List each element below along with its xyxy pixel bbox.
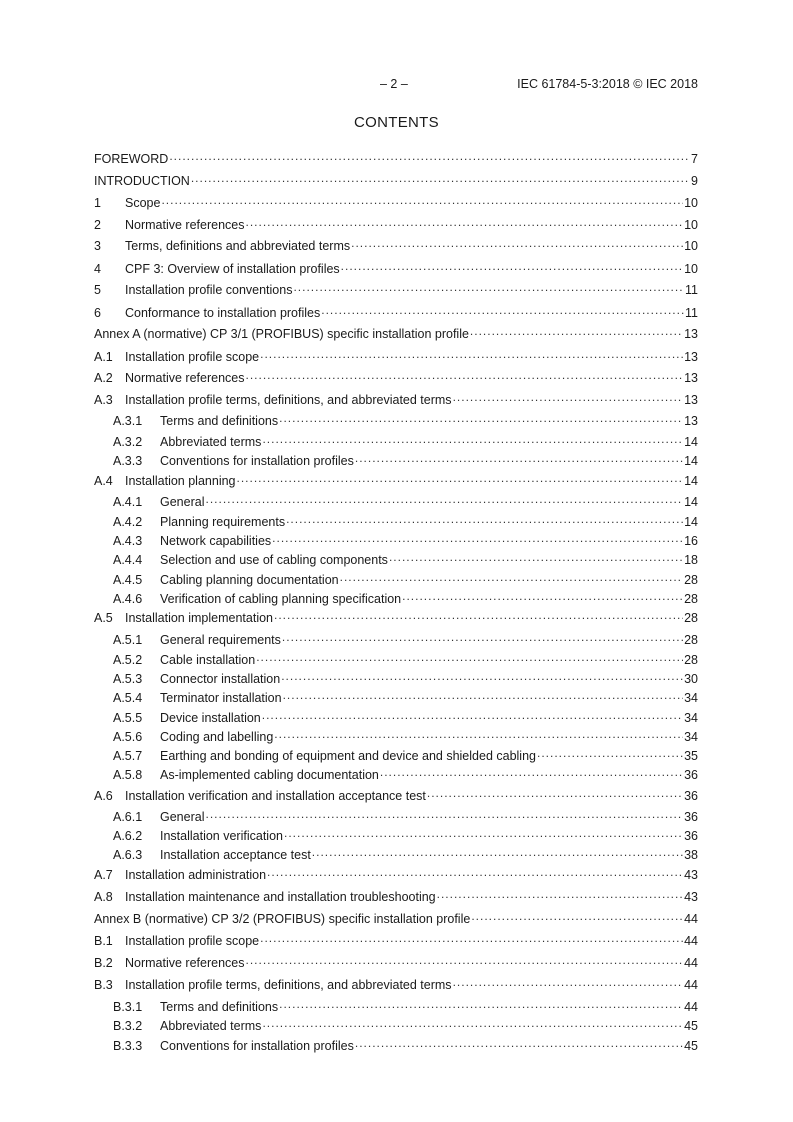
toc-dot-leader <box>161 189 683 207</box>
toc-entry-number: 2 <box>94 218 101 232</box>
toc-dot-leader <box>355 1032 683 1050</box>
toc-entry-label: Annex B (normative) CP 3/2 (PROFIBUS) specific installation profile <box>94 912 471 926</box>
toc-entry-page: 28 <box>684 611 698 625</box>
toc-entry-label: Installation maintenance and installation troubleshooting <box>125 890 436 904</box>
toc-entry-page: 13 <box>684 371 698 385</box>
toc-dot-leader <box>437 883 683 901</box>
toc-entry-number: A.4.6 <box>113 592 143 606</box>
toc-entry-number: A.6 <box>94 789 113 803</box>
toc-entry-label: Terms and definitions <box>160 1000 279 1014</box>
toc-dot-leader <box>262 1012 683 1030</box>
toc-entry-page: 10 <box>684 262 698 276</box>
toc-entry-number: 3 <box>94 239 101 253</box>
toc-entry-number: B.2 <box>94 956 113 970</box>
toc-dot-leader <box>355 447 683 465</box>
toc-dot-leader <box>453 386 684 404</box>
toc-entry[interactable] <box>94 761 698 782</box>
toc-entry[interactable] <box>94 665 698 686</box>
toc-entry[interactable] <box>94 684 698 705</box>
toc-entry[interactable] <box>94 704 698 725</box>
toc-entry[interactable] <box>94 646 698 667</box>
toc-entry[interactable] <box>94 167 698 188</box>
toc-entry-label: General <box>160 495 205 509</box>
toc-entry[interactable] <box>94 993 698 1014</box>
toc-entry-page: 34 <box>684 711 698 725</box>
toc-entry-number: A.5.6 <box>113 730 143 744</box>
toc-entry-number: A.8 <box>94 890 113 904</box>
toc-dot-leader <box>274 604 683 622</box>
toc-entry[interactable] <box>94 255 698 276</box>
toc-entry[interactable] <box>94 723 698 744</box>
toc-entry-page: 28 <box>684 653 698 667</box>
toc-entry[interactable] <box>94 145 698 166</box>
toc-entry-label: Installation administration <box>125 868 267 882</box>
toc-entry-page: 36 <box>684 810 698 824</box>
toc-entry-page: 36 <box>684 789 698 803</box>
toc-dot-leader <box>237 467 684 485</box>
toc-dot-leader <box>283 684 684 702</box>
toc-entry-page: 44 <box>684 956 698 970</box>
toc-entry[interactable] <box>94 841 698 862</box>
toc-entry-label: Installation acceptance test <box>160 848 311 862</box>
toc-entry-page: 11 <box>685 306 698 320</box>
toc-entry-label: General requirements <box>160 633 281 647</box>
toc-entry-number: A.6.2 <box>113 829 143 843</box>
toc-entry-label: Conventions for installation profiles <box>160 454 354 468</box>
page-number: – 2 – <box>380 77 408 91</box>
toc-entry-number: A.4.4 <box>113 553 143 567</box>
toc-entry-page: 34 <box>684 691 698 705</box>
document-id: IEC 61784-5-3:2018 © IEC 2018 <box>517 77 698 91</box>
toc-entry-label: Device installation <box>160 711 261 725</box>
toc-entry-label: Cabling planning documentation <box>160 573 339 587</box>
toc-entry-number: A.5.3 <box>113 672 143 686</box>
toc-entry-number: A.3 <box>94 393 113 407</box>
toc-entry-page: 10 <box>684 218 698 232</box>
toc-entry[interactable] <box>94 546 698 567</box>
toc-entry-number: B.3.3 <box>113 1039 143 1053</box>
toc-entry-page: 14 <box>684 454 698 468</box>
toc-entry-page: 10 <box>684 239 698 253</box>
toc-entry-label: Abbreviated terms <box>160 1019 262 1033</box>
toc-entry[interactable] <box>94 276 698 297</box>
toc-entry-page: 7 <box>691 152 698 166</box>
toc-dot-leader <box>262 704 683 722</box>
toc-entry-page: 16 <box>684 534 698 548</box>
toc-dot-leader <box>286 508 683 526</box>
toc-entry[interactable] <box>94 189 698 210</box>
toc-entry-label: Installation verification <box>160 829 283 843</box>
toc-entry-label: Terms, definitions and abbreviated terms <box>125 239 351 253</box>
toc-entry-label: FOREWORD <box>94 152 169 166</box>
toc-entry-label: Terminator installation <box>160 691 282 705</box>
toc-entry[interactable] <box>94 566 698 587</box>
toc-entry-number: A.2 <box>94 371 113 385</box>
toc-entry[interactable] <box>94 447 698 468</box>
toc-dot-leader <box>402 585 683 603</box>
toc-dot-leader <box>274 723 683 741</box>
toc-entry-page: 28 <box>684 633 698 647</box>
toc-entry[interactable] <box>94 883 698 904</box>
toc-entry[interactable] <box>94 949 698 970</box>
toc-entry-page: 14 <box>684 515 698 529</box>
toc-entry-label: Earthing and bonding of equipment and device and shielded cabling <box>160 749 536 763</box>
toc-entry-label: Installation profile scope <box>125 350 260 364</box>
toc-entry-page: 43 <box>684 890 698 904</box>
toc-entry-number: A.5.8 <box>113 768 143 782</box>
toc-entry[interactable] <box>94 742 698 763</box>
toc-entry[interactable] <box>94 604 698 625</box>
toc-entry-label: As-implemented cabling documentation <box>160 768 379 782</box>
toc-entry-label: Installation profile conventions <box>125 283 293 297</box>
toc-entry[interactable] <box>94 232 698 253</box>
toc-dot-leader <box>427 782 683 800</box>
toc-entry-label: Installation verification and installation acceptance test <box>125 789 426 803</box>
toc-dot-leader <box>293 276 684 294</box>
toc-entry-page: 28 <box>684 592 698 606</box>
toc-entry-number: A.6.3 <box>113 848 143 862</box>
toc-entry-page: 13 <box>684 414 698 428</box>
toc-entry[interactable] <box>94 407 698 428</box>
toc-entry-label: Selection and use of cabling components <box>160 553 388 567</box>
toc-entry-label: Abbreviated terms <box>160 435 262 449</box>
toc-entry-number: A.5.1 <box>113 633 143 647</box>
toc-entry[interactable] <box>94 626 698 647</box>
toc-dot-leader <box>279 993 683 1011</box>
toc-entry-number: A.5.7 <box>113 749 143 763</box>
toc-entry-number: 1 <box>94 196 101 210</box>
toc-entry[interactable] <box>94 971 698 992</box>
toc-entry-number: A.1 <box>94 350 113 364</box>
toc-entry[interactable] <box>94 343 698 364</box>
toc-entry-page: 38 <box>684 848 698 862</box>
toc-entry-number: A.3.2 <box>113 435 143 449</box>
toc-dot-leader <box>284 822 683 840</box>
toc-entry[interactable] <box>94 320 698 341</box>
toc-entry[interactable] <box>94 927 698 948</box>
toc-entry-page: 35 <box>684 749 698 763</box>
toc-dot-leader <box>282 626 683 644</box>
toc-dot-leader <box>246 364 684 382</box>
toc-entry-label: General <box>160 810 205 824</box>
toc-dot-leader <box>246 211 684 229</box>
toc-entry-number: A.6.1 <box>113 810 143 824</box>
toc-dot-leader <box>537 742 683 760</box>
toc-entry-page: 28 <box>684 573 698 587</box>
toc-entry-page: 34 <box>684 730 698 744</box>
toc-entry[interactable] <box>94 1012 698 1033</box>
toc-entry-page: 9 <box>691 174 698 188</box>
toc-entry-number: 6 <box>94 306 101 320</box>
toc-dot-leader <box>321 299 684 317</box>
toc-entry-label: CPF 3: Overview of installation profiles <box>125 262 340 276</box>
toc-entry-page: 44 <box>684 1000 698 1014</box>
toc-dot-leader <box>260 927 683 945</box>
toc-entry-label: Conformance to installation profiles <box>125 306 321 320</box>
toc-entry-label: Conventions for installation profiles <box>160 1039 354 1053</box>
toc-entry-page: 45 <box>684 1019 698 1033</box>
toc-entry-label: Connector installation <box>160 672 281 686</box>
page-title: CONTENTS <box>354 114 439 131</box>
toc-entry-page: 36 <box>684 768 698 782</box>
toc-dot-leader <box>340 566 683 584</box>
toc-entry-label: Annex A (normative) CP 3/1 (PROFIBUS) specific installation profile <box>94 327 469 341</box>
toc-dot-leader <box>351 232 683 250</box>
toc-entry-number: A.7 <box>94 868 113 882</box>
toc-dot-leader <box>272 527 683 545</box>
toc-dot-leader <box>260 343 683 361</box>
toc-dot-leader <box>246 949 684 967</box>
toc-entry[interactable] <box>94 782 698 803</box>
toc-entry-label: Normative references <box>125 371 245 385</box>
toc-entry-page: 10 <box>684 196 698 210</box>
toc-entry-number: 5 <box>94 283 101 297</box>
toc-entry[interactable] <box>94 211 698 232</box>
toc-dot-leader <box>267 861 683 879</box>
toc-entry[interactable] <box>94 386 698 407</box>
toc-dot-leader <box>205 488 683 506</box>
toc-entry[interactable] <box>94 299 698 320</box>
toc-entry[interactable] <box>94 803 698 824</box>
toc-entry-number: A.5.2 <box>113 653 143 667</box>
toc-entry-number: A.4.1 <box>113 495 143 509</box>
toc-entry-page: 11 <box>685 283 698 297</box>
toc-entry-page: 43 <box>684 868 698 882</box>
toc-entry-label: Installation profile terms, definitions, and abbreviated terms <box>125 978 452 992</box>
toc-entry[interactable] <box>94 1032 698 1053</box>
toc-entry-label: Cable installation <box>160 653 256 667</box>
toc-dot-leader <box>380 761 683 779</box>
toc-entry-label: Coding and labelling <box>160 730 274 744</box>
toc-entry-label: Network capabilities <box>160 534 272 548</box>
toc-entry-label: Verification of cabling planning specification <box>160 592 402 606</box>
toc-entry-number: A.4.5 <box>113 573 143 587</box>
toc-dot-leader <box>389 546 683 564</box>
toc-entry-number: A.3.1 <box>113 414 143 428</box>
toc-entry-page: 18 <box>684 553 698 567</box>
toc-entry-page: 44 <box>684 934 698 948</box>
toc-entry[interactable] <box>94 467 698 488</box>
toc-entry-number: B.3.2 <box>113 1019 143 1033</box>
toc-entry-page: 13 <box>684 327 698 341</box>
toc-entry-number: A.4 <box>94 474 113 488</box>
toc-entry-page: 14 <box>684 474 698 488</box>
toc-entry-page: 45 <box>684 1039 698 1053</box>
toc-entry[interactable] <box>94 861 698 882</box>
toc-entry-number: A.4.3 <box>113 534 143 548</box>
toc-entry-label: Terms and definitions <box>160 414 279 428</box>
toc-dot-leader <box>205 803 683 821</box>
toc-entry[interactable] <box>94 428 698 449</box>
toc-dot-leader <box>341 255 683 273</box>
toc-entry[interactable] <box>94 585 698 606</box>
toc-entry[interactable] <box>94 364 698 385</box>
toc-entry-label: Planning requirements <box>160 515 286 529</box>
toc-entry-page: 14 <box>684 435 698 449</box>
toc-dot-leader <box>169 145 690 163</box>
toc-entry-label: INTRODUCTION <box>94 174 190 188</box>
toc-dot-leader <box>312 841 683 859</box>
toc-dot-leader <box>279 407 683 425</box>
toc-entry-number: A.3.3 <box>113 454 143 468</box>
toc-entry-page: 13 <box>684 350 698 364</box>
toc-entry-number: A.5.4 <box>113 691 143 705</box>
toc-entry-page: 14 <box>684 495 698 509</box>
toc-entry-number: 4 <box>94 262 101 276</box>
toc-entry-label: Normative references <box>125 956 245 970</box>
toc-dot-leader <box>470 320 683 338</box>
toc-dot-leader <box>453 971 684 989</box>
toc-entry-number: A.5.5 <box>113 711 143 725</box>
toc-entry-page: 36 <box>684 829 698 843</box>
toc-entry-label: Scope <box>125 196 161 210</box>
toc-entry-page: 13 <box>684 393 698 407</box>
toc-entry-number: B.3.1 <box>113 1000 143 1014</box>
toc-entry-number: A.5 <box>94 611 113 625</box>
toc-dot-leader <box>256 646 683 664</box>
toc-dot-leader <box>281 665 683 683</box>
toc-entry-page: 44 <box>684 912 698 926</box>
toc-entry-number: A.4.2 <box>113 515 143 529</box>
toc-entry[interactable] <box>94 527 698 548</box>
toc-entry-label: Installation profile scope <box>125 934 260 948</box>
toc-entry-label: Normative references <box>125 218 245 232</box>
toc-entry[interactable] <box>94 905 698 926</box>
toc-entry-label: Installation profile terms, definitions, and abbreviated terms <box>125 393 452 407</box>
toc-dot-leader <box>262 428 683 446</box>
toc-dot-leader <box>471 905 683 923</box>
toc-entry-page: 44 <box>684 978 698 992</box>
toc-entry[interactable] <box>94 822 698 843</box>
toc-entry[interactable] <box>94 488 698 509</box>
toc-dot-leader <box>191 167 690 185</box>
toc-entry-label: Installation planning <box>125 474 236 488</box>
toc-entry-label: Installation implementation <box>125 611 273 625</box>
toc-entry[interactable] <box>94 508 698 529</box>
toc-entry-number: B.3 <box>94 978 113 992</box>
toc-entry-page: 30 <box>684 672 698 686</box>
toc-entry-number: B.1 <box>94 934 113 948</box>
